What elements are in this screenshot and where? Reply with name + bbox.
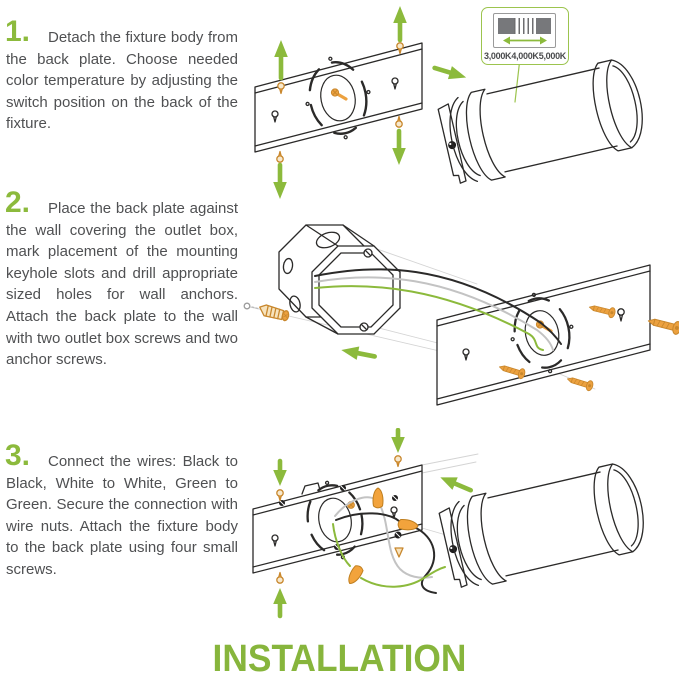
slide-switch-icon [493, 13, 556, 48]
arrow-up-icon [393, 6, 407, 40]
wall-anchor [244, 303, 290, 321]
step-2 [5, 186, 238, 371]
step-3-diagram [238, 428, 679, 632]
installation-title: INSTALLATION [212, 638, 467, 680]
step-3 [5, 439, 238, 581]
arrow-down-icon [273, 165, 287, 199]
step-1-diagram [238, 0, 679, 218]
temp-label-5000k: 5,000K [538, 51, 566, 61]
arrow-down-icon [273, 461, 287, 486]
switch-knob [514, 18, 536, 34]
fixture-body [436, 56, 650, 188]
step-2-diagram [225, 222, 679, 434]
drill-hole [244, 303, 250, 309]
double-arrow-icon [502, 35, 548, 46]
step-1-text: Detach the fixture body from the back plate. Choose needed color temperature by adjusting the switch position on the back of the fixture. [6, 29, 238, 133]
arrow-down-icon [392, 131, 406, 165]
step-2-text: Place the back plate against the wall covering the outlet box, mark placement of the mounting keyhole slots and drill appropriate sized holes for wall anchors. Attach the back plate to the wall with two outlet box screws and two anchor screws. [6, 200, 238, 369]
step-3-text: Connect the wires: Black to Black, White to White, Green to Green. Secure the connection with wire nuts. Attach the fixture body to the back plate using four small screws. [6, 453, 238, 578]
arrow-left-icon [438, 471, 474, 496]
black-wire [414, 527, 436, 593]
temp-label-4000k: 4,000K [511, 51, 539, 61]
arrow-down-icon [391, 430, 405, 453]
step-1 [5, 15, 238, 135]
color-temp-selector [481, 7, 569, 65]
step-2-number: 2. [5, 186, 31, 219]
arrow-left-icon [340, 343, 376, 363]
fixture-body [437, 460, 651, 592]
screw-icon [566, 374, 594, 392]
arrow-up-icon [273, 588, 287, 616]
step-1-number: 1. [5, 15, 31, 48]
step-3-number: 3. [5, 439, 31, 472]
wire-nut-icon [345, 564, 364, 586]
switch-track [498, 18, 551, 34]
screw-icon [647, 315, 679, 336]
box-screw-icon [360, 323, 368, 331]
temp-labels [484, 51, 566, 61]
arrow-right-icon [433, 61, 469, 84]
arrow-up-icon [274, 40, 288, 78]
box-screw-icon [364, 249, 372, 257]
temp-label-3000k: 3,000K [484, 51, 512, 61]
